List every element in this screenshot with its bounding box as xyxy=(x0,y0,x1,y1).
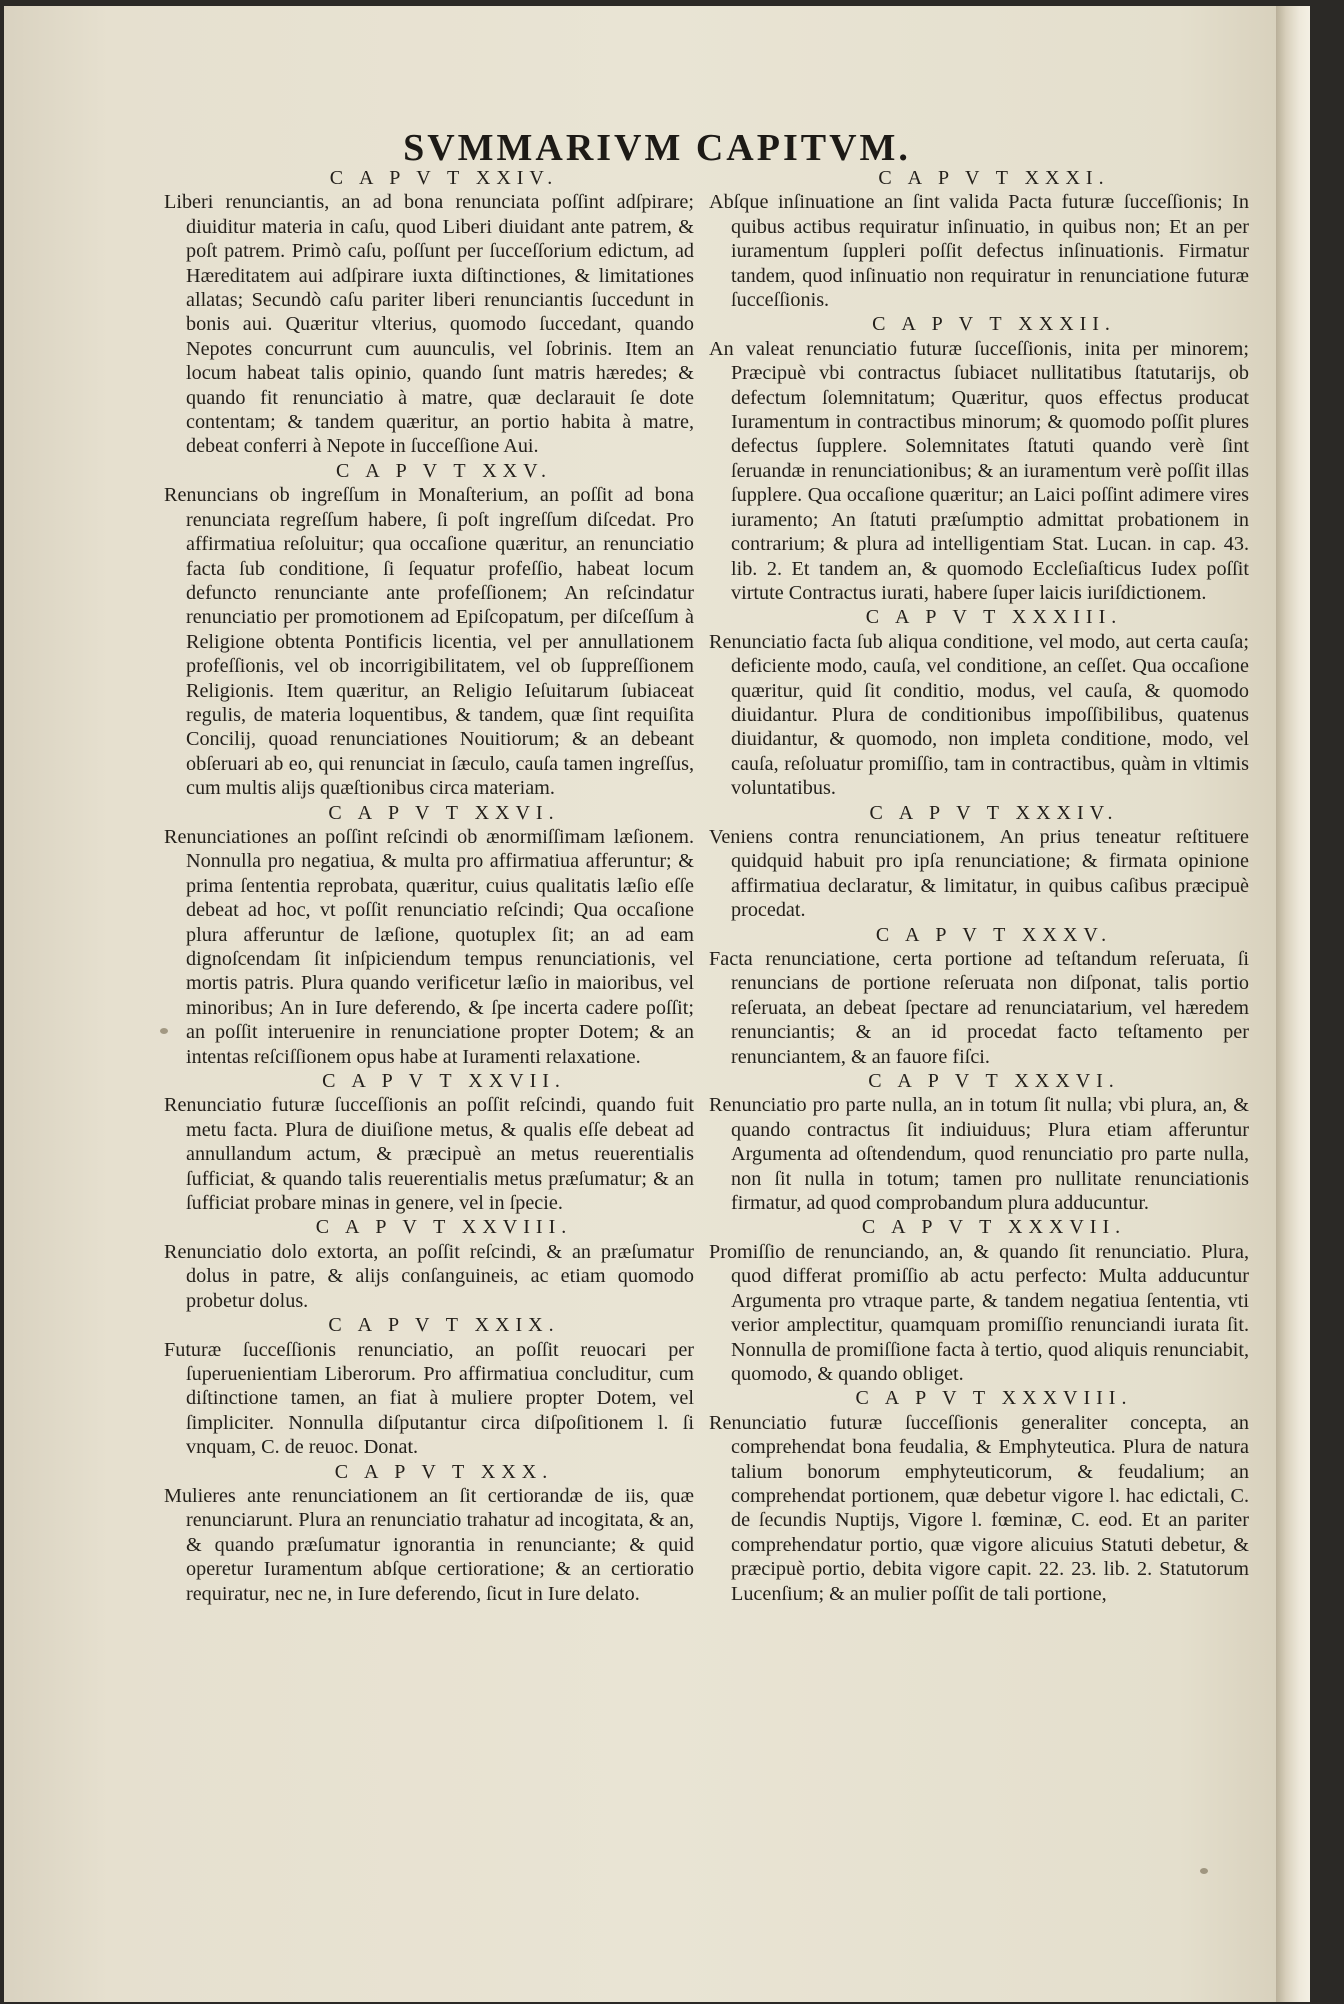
chapter-heading: C A P V T XXV. xyxy=(336,459,552,482)
chapter-heading: C A P V T XXXVII. xyxy=(861,1216,1127,1239)
right-column xyxy=(709,166,1249,1606)
page-title: SVMMARIVM CAPITVM. xyxy=(403,127,911,169)
chapter-heading: C A P V T XXVII. xyxy=(322,1070,566,1093)
chapter-summary: Renunciatio futuræ ſucceſſionis an poſſit reſcindi, quando fuit metu facta. Plura de diuiſione metus, & qualis eſſe debeat ad annullandum actum, & præcipuè an metus reuerentialis ſufficiat, & quando talis reuerentialis metus præſumatur; & an ſufficiat probare minas in genere, vel in ſpecie. xyxy=(164,1094,694,1215)
chapter-heading: C A P V T XXXVIII. xyxy=(855,1387,1133,1410)
chapter-summary: Mulieres ante renunciationem an ſit certiorandæ de iis, quæ renunciarunt. Plura an renunciatio trahatur ad incogitata, & an, & quando præſumatur ignorantia in renunciante; & quid operetur Iuramentum abſque certioratione; & an certioratio requiratur, nec ne, in Iure deferendo, ſicut in Iure delato. xyxy=(164,1484,694,1605)
chapter-heading: C A P V T XXXI. xyxy=(878,167,1110,189)
chapter-heading: C A P V T XXXIII. xyxy=(865,606,1123,629)
chapter-summary: Renunciatio facta ſub aliqua conditione, vel modo, aut certa cauſa; deficiente modo, cauſa, vel conditione, an ceſſet. Qua occaſione quæritur, quid ſit conditio, modus, vel cauſa, & quomodo diuidantur. Plura de conditionibus impoſſibilibus, quatenus diuidantur, & quomodo, non impleta conditione, modo, vel cauſa, reſoluatur promiſſio, tam in contractibus, quàm in vltimis voluntatibus. xyxy=(709,630,1249,800)
chapter-heading: C A P V T XXXIV. xyxy=(869,801,1119,824)
chapter-summary: Renunciatio pro parte nulla, an in totum ſit nulla; vbi plura, an, & quando contractus ſit indiuiduus; Plura etiam afferuntur Argumenta ad oſtendendum, quod renunciatio pro parte nulla, non ſit nulla in totum; tamen pro nullitate renunciationis firmatur, ad quod comprobandum plura adducuntur. xyxy=(709,1094,1249,1215)
chapter-summary: Renunciatio futuræ ſucceſſionis generaliter concepta, an comprehendat bona feudalia, & Emphyteutica. Plura de natura talium bonorum emphyteuticorum, & feudalium; an comprehendat portionem, quæ debetur vigore l. hac edictali, C. de ſecundis Nuptijs, Vigore l. fœminæ, C. eod. Et an pariter comprehendatur portio, quæ vigore alicuius Statuti debetur, & præcipuè portio, debita vigore capit. 22. 23. lib. 2. Statutorum Lucenſium; & an mulier poſſit de tali portione, xyxy=(709,1411,1249,1605)
chapter-summary: Veniens contra renunciationem, An prius teneatur reſtituere quidquid habuit pro ipſa renunciatione; & firmata opinione affirmatiua declaratur, & limitatur, in quibus caſibus præcipuè procedat. xyxy=(709,825,1249,922)
chapter-heading: C A P V T XXIX. xyxy=(328,1314,560,1337)
chapter-summary: Renunciationes an poſſint reſcindi ob ænormiſſimam læſionem. Nonnulla pro negatiua, & multa pro affirmatiua afferuntur; & prima ſententia reprobata, quæritur, cuius qualitatis læſio eſſe debeat ad hoc, vt poſſit renunciatio reſcindi; Qua occaſione plura afferuntur de læſione, quotuplex ſit; an ad eam dignoſcendam ſit inſpiciendum tempus renunciationis, vel mortis patris. Plura quando verificetur læſio in maioribus, vel minoribus; An in Iure deferendo, & ſpe incerta cadere poſſit; an poſſit interuenire in renunciatione propter Dotem; & an intentas reſciſſionem opus habe at Iuramenti relaxatione. xyxy=(164,825,694,1068)
chapter-heading: C A P V T XXIV. xyxy=(329,167,559,189)
chapter-summary: Futuræ ſucceſſionis renunciatio, an poſſit reuocari per ſuperuenientiam Liberorum. Pro affirmatiua concluditur, cum diſtinctione tamen, an fiat à muliere propter Dotem, vel ſimpliciter. Nonnulla diſputantur circa diſpoſitionem l. ſi vnquam, C. de reuoc. Donat. xyxy=(164,1338,694,1459)
chapter-heading: C A P V T XXX. xyxy=(334,1460,554,1483)
page-edge xyxy=(1276,6,1310,2002)
book-page xyxy=(4,6,1310,2002)
chapter-heading: C A P V T XXVI. xyxy=(328,801,560,824)
chapter-summary: Renuncians ob ingreſſum in Monaſterium, an poſſit ad bona renunciata regreſſum habere, ſi poſt ingreſſum diſcedat. Pro affirmatiua reſoluitur; qua occaſione quæritur, an renunciatio facta ſub conditione, ſi ſequatur profeſſio, habeat locum defuncto renunciante ante profeſſionem; An reſcindatur renunciatio per promotionem ad Epiſcopatum, per diſceſſum à Religione obtenta Pontificis licentia, vel per annullationem profeſſionis, vel ob incorrigibilitatem, vel ob ſuppreſſionem Religionis. Item quæritur, an Religio Ieſuitarum ſubiaceat regulis, de materia loquentibus, & tandem, quæ ſint requiſita Concilij, quoad renunciationes Nouitiorum; & an debeant obſeruari ab eo, qui renunciat in ſæculo, cauſa tamen ingreſſus, cum multis alijs quæſtionibus circa materiam. xyxy=(164,484,694,800)
chapter-summary: Promiſſio de renunciando, an, & quando ſit renunciatio. Plura, quod differat promiſſio ab actu perfecto: Multa adducuntur Argumenta pro vtraque parte, & tandem negatiua ſententia, vti verior amplectitur, quamquam promiſſio renunciandi iurata ſit. Nonnulla de promiſſione facta à tertio, quod aliquis renunciabit, quomodo, & quando obliget. xyxy=(709,1240,1249,1385)
ink-spot xyxy=(160,1028,168,1034)
chapter-heading: C A P V T XXXV. xyxy=(875,923,1113,946)
chapter-summary: Renunciatio dolo extorta, an poſſit reſcindi, & an præſumatur dolus in patre, & alijs conſanguineis, ac etiam quomodo probetur dolus. xyxy=(164,1240,694,1312)
ink-spot xyxy=(1200,1868,1208,1874)
chapter-heading: C A P V T XXXII. xyxy=(872,313,1116,336)
chapter-summary: Abſque inſinuatione an ſint valida Pacta futuræ ſucceſſionis; In quibus actibus requiratur inſinuatio, in quibus non; Et an per iuramentum ſuppleri poſſit defectus inſinuationis. Firmatur tandem, quod inſinuatio non requiratur in renunciatione futuræ ſucceſſionis. xyxy=(709,191,1249,312)
chapter-summary: An valeat renunciatio futuræ ſucceſſionis, inita per minorem; Præcipuè vbi contractus ſubiacet nullitatibus ſtatutarijs, ob defectum ſolemnitatum; Quæritur, quos effectus producat Iuramentum in contractibus minorum; & quomodo poſſit plures defectus ſupplere. Solemnitates ſtatuti quando verè ſint ſeruandæ in renunciationibus; & an iuramentum verè poſſit illas ſupplere. Qua occaſione quæritur; an Laici poſſint adimere vires iuramento; An ſtatuti præſumptio admittat probationem in contrarium; & plura ad intelligentiam Stat. Lucan. in cap. 43. lib. 2. Et tandem an, & quomodo Eccleſiaſticus Iudex poſſit virtute Contractus iurati, habere ſuper laicis iuriſdictionem. xyxy=(709,337,1249,604)
chapter-heading: C A P V T XXXVI. xyxy=(868,1070,1120,1093)
chapter-heading: C A P V T XXVIII. xyxy=(315,1216,573,1239)
chapter-summary: Facta renunciatione, certa portione ad teſtandum reſeruata, ſi renuncians de portione reſeruata non diſponat, talis portio reſeruata, an debeat ſpectare ad renunciatarium, vel hæredem renunciantis; & an id procedat facto teſtamento per renunciantem, & an fauore fiſci. xyxy=(709,948,1249,1068)
left-column xyxy=(164,166,694,1606)
chapter-summary: Liberi renunciantis, an ad bona renunciata poſſint adſpirare; diuiditur materia in caſu, quod Liberi diuidant ante patrem, & poſt patrem. Primò caſu, poſſunt per ſucceſſorium edictum, ad Hæreditatem aui adſpirare iuxta diſtinctiones, & limitationes allatas; Secundò caſu pariter liberi renunciantis ſuccedunt in bonis aui. Quæritur vlterius, quomodo ſuccedant, quando Nepotes concurrunt cum auunculis, vel ſobrinis. Item an locum habeat talis opinio, quando ſunt matris hæredes; & quando fit renunciatio à matre, quæ declarauit ſe dote contentam; & tandem quæritur, an portio habita à matre, debeat conferri à Nepote in ſucceſſione Aui. xyxy=(164,191,694,458)
